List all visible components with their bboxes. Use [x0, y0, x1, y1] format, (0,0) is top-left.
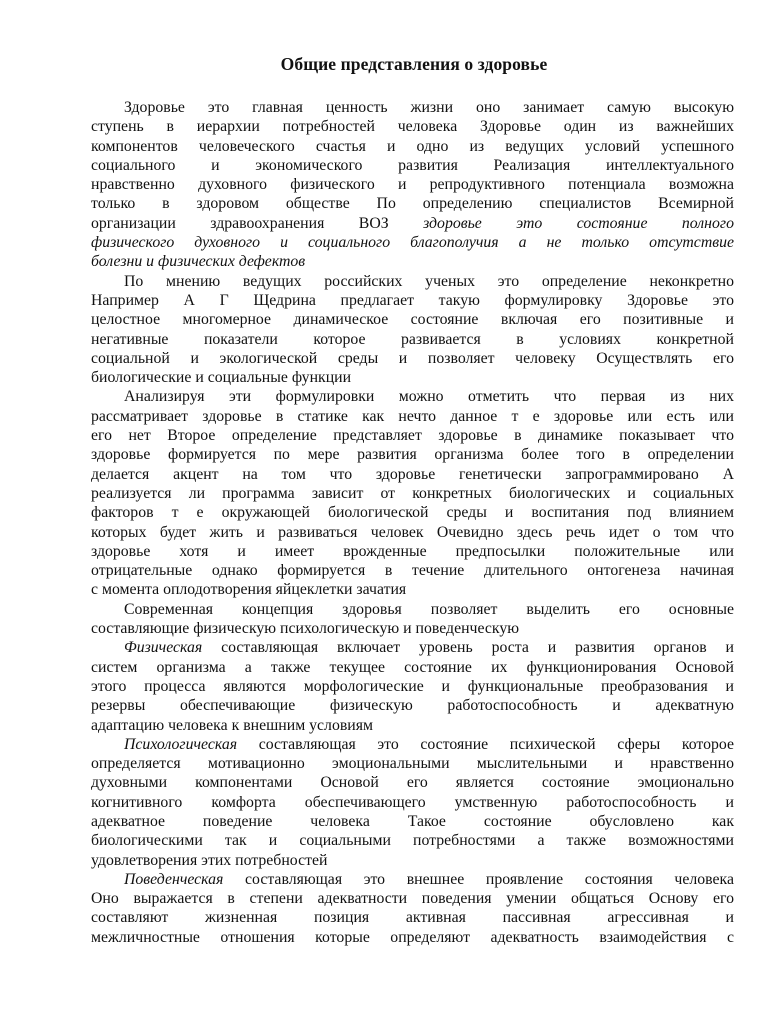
- italic-text: Психологическая: [124, 735, 238, 753]
- document-title: Общие представления о здоровье: [280, 54, 548, 74]
- text-run: нравственно духовного физического и репродуктивного потенциала возможна: [91, 176, 734, 194]
- text-line: [91, 580, 734, 599]
- text-run: компонентов человеческого счастья и одно из ведущих условий успешного: [91, 137, 734, 155]
- text-run: духовными компонентами Основой его является состояние эмоционально: [91, 774, 734, 792]
- text-run: целостное многомерное динамическое состояние включая его позитивные и: [91, 311, 734, 329]
- italic-text: Поведенческая: [124, 870, 224, 888]
- text-line: [91, 735, 734, 754]
- text-line: [91, 252, 734, 271]
- text-line: [91, 137, 734, 156]
- text-run: здоровье формируется по мере развития организма более того в определении: [91, 446, 734, 464]
- italic-text: физического духовного и социального благополучия а не только отсутствие: [91, 234, 734, 252]
- italic-text: Физическая: [124, 639, 203, 657]
- text-line: [91, 542, 734, 561]
- text-line: [91, 368, 734, 387]
- text-run: факторов т е окружающей биологической среды и воспитания под влиянием: [91, 504, 734, 522]
- text-line: [91, 349, 734, 368]
- text-line: [91, 156, 734, 175]
- text-line: [91, 117, 734, 136]
- text-run: По мнению ведущих российских ученых это определение неконкретно: [124, 272, 734, 290]
- text-line: [91, 387, 734, 406]
- text-line: [91, 658, 734, 677]
- text-run: резервы обеспечивающие физическую работоспособность и адекватную: [91, 697, 734, 715]
- text-line: [91, 272, 734, 291]
- text-line: [91, 561, 734, 580]
- text-run: адекватное поведение человека Такое состояние обусловлено как: [91, 812, 734, 830]
- text-line: [91, 503, 734, 522]
- text-run: социальной и экологической среды и позволяет человеку Осуществлять его: [91, 349, 734, 367]
- document-body: [91, 98, 734, 947]
- text-run: составляющая это состояние психической сферы которое: [237, 735, 734, 753]
- text-line: [91, 407, 734, 426]
- text-line: [91, 330, 734, 349]
- text-line: [91, 523, 734, 542]
- text-run: этого процесса являются морфологические и функциональные преобразования и: [91, 677, 734, 695]
- text-line: [91, 754, 734, 773]
- text-line: [91, 831, 734, 850]
- italic-text: болезни и физических дефектов: [91, 253, 306, 271]
- text-line: [91, 214, 734, 233]
- text-line: [91, 445, 734, 464]
- text-line: [91, 716, 734, 735]
- text-line: [91, 851, 734, 870]
- text-run: когнитивного комфорта обеспечивающего умственную работоспособность и: [91, 793, 734, 811]
- text-line: [91, 310, 734, 329]
- text-line: [91, 677, 734, 696]
- text-run: Например А Г Щедрина предлагает такую формулировку Здоровье это: [91, 291, 734, 309]
- text-run: социального и экономического развития Реализация интеллектуального: [91, 156, 734, 174]
- text-line: [91, 638, 734, 657]
- text-run: делается акцент на том что здоровье генетически запрограммировано А: [91, 465, 734, 483]
- text-run: отрицательные однако формируется в течение длительного онтогенеза начиная: [91, 562, 734, 580]
- text-line: [91, 908, 734, 927]
- text-run: Оно выражается в степени адекватности поведения умении общаться Основу его: [91, 890, 734, 908]
- text-run: реализуется ли программа зависит от конкретных биологических и социальных: [91, 484, 734, 502]
- text-line: [91, 812, 734, 831]
- text-line: [91, 773, 734, 792]
- text-run: Здоровье это главная ценность жизни оно занимает самую высокую: [124, 99, 734, 116]
- text-line: [91, 928, 734, 947]
- text-line: [91, 889, 734, 908]
- text-line: [91, 696, 734, 715]
- text-line: [91, 600, 734, 619]
- text-line: [91, 465, 734, 484]
- text-run: биологическими так и социальными потребностями а также возможностями: [91, 832, 734, 850]
- text-run: ступень в иерархии потребностей человека Здоровье один из важнейших: [91, 118, 734, 136]
- text-run: систем организма а также текущее состояние их функционирования Основой: [91, 658, 734, 676]
- text-line: [91, 175, 734, 194]
- text-line: [91, 291, 734, 310]
- text-run: рассматривает здоровье в статике как нечто данное т е здоровье или есть или: [91, 407, 734, 425]
- text-line: [91, 98, 734, 117]
- text-run: межличностные отношения которые определяют адекватность взаимодействия с: [91, 928, 734, 946]
- text-run: с момента оплодотворения яйцеклетки зачатия: [91, 581, 407, 599]
- italic-text: здоровье это состояние полного: [423, 214, 734, 232]
- text-run: составляющая это внешнее проявление состояния человека: [223, 870, 734, 888]
- text-run: определяется мотивационно эмоциональными мыслительными и нравственно: [91, 755, 734, 773]
- text-run: составляют жизненная позиция активная пассивная агрессивная и: [91, 909, 734, 927]
- text-line: [91, 233, 734, 252]
- text-run: составляющие физическую психологическую и поведенческую: [91, 620, 520, 638]
- text-run: которых будет жить и развиваться человек Очевидно здесь речь идет о том что: [91, 523, 734, 541]
- text-run: негативные показатели которое развивается в условиях конкретной: [91, 330, 734, 348]
- text-run: биологические и социальные функции: [91, 369, 352, 387]
- text-run: его нет Второе определение представляет здоровье в динамике показывает что: [91, 427, 734, 445]
- text-line: [91, 793, 734, 812]
- text-line: [91, 619, 734, 638]
- text-run: составляющая включает уровень роста и развития органов и: [202, 639, 734, 657]
- text-line: [91, 870, 734, 889]
- text-run: Анализируя эти формулировки можно отметить что первая из них: [124, 388, 734, 406]
- text-line: [91, 194, 734, 213]
- text-run: адаптацию человека к внешним условиям: [91, 716, 374, 734]
- text-run: Современная концепция здоровья позволяет выделить его основные: [124, 600, 734, 618]
- text-run: удовлетворения этих потребностей: [91, 851, 328, 869]
- text-run: только в здоровом обществе По определению специалистов Всемирной: [91, 195, 734, 213]
- text-run: организации здравоохранения ВОЗ: [91, 214, 424, 232]
- text-line: [91, 426, 734, 445]
- text-run: здоровье хотя и имеет врожденные предпосылки положительные или: [91, 542, 734, 560]
- text-line: [91, 484, 734, 503]
